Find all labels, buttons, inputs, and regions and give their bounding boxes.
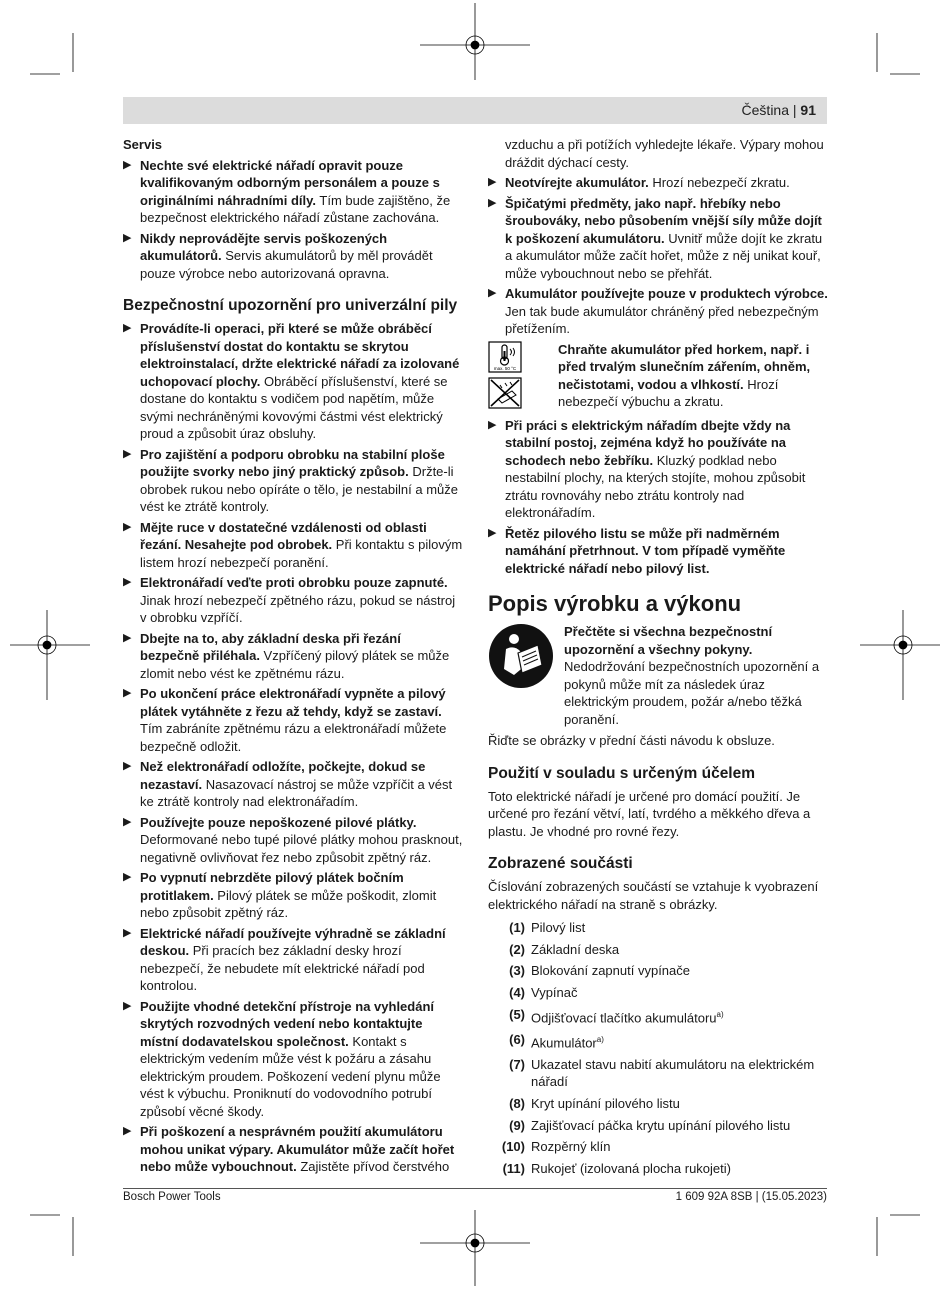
list-item: (6) Akumulátor$^{a)}$ — [509, 1031, 604, 1051]
no-water-icon — [488, 377, 522, 409]
bullet-triangle-icon: ▶ — [123, 926, 132, 939]
list-item: (8) Kryt upínání pilového listu — [509, 1095, 680, 1111]
intended-use-text: Toto elektrické nářadí je určené pro domácí použití. Je určené pro řezání větví, latí, tvrdého a měkkého dřeva a plastu. Je vhodné pro rovné řezy. — [488, 788, 811, 839]
list-item: ▶ Po vypnutí nebrzděte pilový plátek bočním protitlakem. Pilový plátek se může poškodit, zlomit nebo způsobit zpětný ráz. — [123, 870, 437, 920]
heat-warning: max. 50 °C Chraňte akumulátor před horkem, např. i před trvalým slunečním zářením, ohněm, nečistotami, vodou a vlhkostí. Hrozí nebezpečí výbuchu a zkratu. — [488, 341, 828, 411]
list-item: ▶ Nechte své elektrické nářadí opravit pouze kvalifikovaným odborným personálem a pouze s originálními náhradními díly. Tím bude zajištěno, že bezpečnost elektrického nářadí zůstane zachována. — [123, 157, 451, 225]
list-item: ▶ Provádíte-li operaci, při které se může obráběcí příslušenství dostat do kontaktu se skrytou elektroinstalací, držte elektrické nářadí za izolované uchopovací plochy. Obráběcí příslušenství, které se dostane do kontaktu s vodičem pod napětím, může svými nechráněnými kovovými částmi vést elektrický proud a způsobit úraz obsluhy. — [123, 321, 460, 441]
components-intro: Číslování zobrazených součástí se vztahuje k vyobrazení elektrického nářadí na straně s obrázky. — [488, 879, 819, 912]
components-list — [488, 919, 828, 1178]
components-title: Zobrazené součásti — [488, 855, 633, 872]
footer-doc-number: 1 609 92A 8SB | (15.05.2023) — [675, 1191, 827, 1203]
list-item: ▶ Používejte pouze nepoškozené pilové plátky. Deformované nebo tupé pilové plátky mohou prasknout, negativně ovlivňovat řez nebo způsobit zpětný ráz. — [123, 814, 463, 865]
list-item: ▶ Řetěz pilového listu se může při nadměrném namáhání přetrhnout. V tom případě vyměňte elektrické nářadí nebo pilový list. — [488, 525, 786, 576]
images-note: Řiďte se obrázky v přední části návodu k obsluze. — [488, 733, 775, 748]
list-item: ▶ Nikdy neprovádějte servis poškozených akumulátorů. Servis akumulátorů by měl provádět pouze výrobce nebo autorizovaná opravna. — [123, 230, 433, 281]
list-item: (3) Blokování zapnutí vypínače — [509, 963, 690, 979]
bullet-triangle-icon: ▶ — [123, 231, 132, 244]
footer-divider — [123, 1188, 827, 1189]
product-title: Popis výrobku a výkonu — [488, 591, 742, 616]
list-item: (1) Pilový list — [509, 920, 586, 935]
list-item: ▶ Pro zajištění a podporu obrobku na stabilní ploše použijte svorky nebo jiný praktický způsob. Držte-li obrobek rukou nebo opíráte o tělo, je nestabilní a může vést ke ztrátě kontroly. — [123, 446, 458, 514]
list-item: ▶ Než elektronářadí odložíte, počkejte, dokud se nezastaví. Nasazovací nástroj se může vzpříčit a vést ke ztrátě kontroly nad elektronářadím. — [123, 759, 453, 809]
left-column — [123, 136, 463, 1179]
bullet-triangle-icon: ▶ — [123, 447, 132, 460]
page-number: 91 — [800, 102, 816, 118]
bullet-triangle-icon: ▶ — [123, 1125, 132, 1137]
header-band — [123, 97, 827, 124]
list-item: ▶ Elektrické nářadí používejte výhradně se základní deskou. Při pracích bez základní desky hrozí nebezpečí, že nebudete mít elektrické nářadí pod kontrolou. — [123, 925, 446, 993]
bullet-triangle-icon: ▶ — [123, 322, 132, 334]
list-item: ▶ Mějte ruce v dostatečné vzdálenosti od oblasti řezání. Nesahejte pod obrobek. Při kontaktu s pilovým listem hrozí nebezpečí poranění. — [123, 519, 463, 570]
bullet-triangle-icon: ▶ — [123, 815, 132, 828]
footnote-mark: a) — [716, 1009, 724, 1019]
bullet-triangle-icon: ▶ — [488, 418, 497, 431]
max-temp-label: max. 50 °C — [493, 365, 517, 371]
continuation-text: vzduchu a při potížích vyhledejte lékaře. Výpary mohou dráždit dýchací cesty. — [505, 137, 824, 170]
list-item: ▶ Akumulátor používejte pouze v produktech výrobce. Jen tak bude akumulátor chráněný před nebezpečným přetížením. — [488, 286, 828, 336]
bullet-triangle-icon: ▶ — [488, 196, 497, 209]
safety-title: Bezpečnostní upozornění pro univerzální pily — [123, 297, 458, 314]
bullet-triangle-icon: ▶ — [123, 631, 132, 644]
header-language: Čeština — [741, 102, 789, 118]
list-item: (9) Zajišťovací páčka krytu upínání pilového listu — [509, 1117, 791, 1133]
bullet-triangle-icon: ▶ — [488, 287, 497, 299]
servis-title: Servis — [123, 137, 163, 152]
list-item: (10) Rozpěrný klín — [501, 1139, 611, 1155]
bullet-triangle-icon: ▶ — [123, 576, 132, 588]
bullet-triangle-icon: ▶ — [123, 999, 132, 1012]
list-item: ▶ Dbejte na to, aby základní deska při řezání bezpečně přiléhala. Vzpříčený pilový plátek se může zlomit nebo vést ke zpětnému rázu. — [123, 630, 450, 681]
bullet-triangle-icon: ▶ — [488, 526, 497, 539]
bullet-triangle-icon: ▶ — [123, 520, 132, 533]
list-item: ▶ Neotvírejte akumulátor. Hrozí nebezpečí zkratu. — [488, 175, 790, 190]
thermometer-icon — [488, 341, 522, 373]
bullet-triangle-icon: ▶ — [123, 871, 132, 883]
list-item: (7) Ukazatel stavu nabití akumulátoru na elektrickém nářadí — [509, 1056, 815, 1090]
list-item: (2) Základní deska — [509, 941, 620, 957]
list-item: (5) Odjišťovací tlačítko akumulátoru$^{a)}$ — [509, 1006, 724, 1026]
list-item: (11) Rukojeť (izolovaná plocha rukojeti) — [502, 1161, 731, 1177]
list-item: ▶ Špičatými předměty, jako např. hřebíky nebo šroubováky, nebo působením vnější síly může dojít k poškození akumulátoru. Uvnitř může dojít ke zkratu a akumulátor může začít hořet, může z něj unikat kouř, může vybouchnout nebo se přehřát. — [488, 195, 823, 281]
bullet-triangle-icon: ▶ — [123, 158, 132, 171]
read-instructions-warning: Přečtěte si všechna bezpečnostní upozornění a všechny pokyny. Nedodržování bezpečnostních upozornění a pokynů může mít za následek úraz elektrickým proudem, požár a/nebo těžká poranění. — [488, 623, 828, 728]
list-item: ▶ Při poškození a nesprávném použití akumulátoru mohou unikat výpary. Akumulátor může začít hořet nebo může vybouchnout. Zajistěte přívod čerstvého — [123, 1124, 455, 1174]
bullet-triangle-icon: ▶ — [123, 687, 132, 699]
footer-brand: Bosch Power Tools — [123, 1191, 221, 1203]
intended-use-title: Použití v souladu s určeným účelem — [488, 764, 756, 782]
list-item: ▶ Při práci s elektrickým nářadím dbejte vždy na stabilní postoj, zejména když ho používáte na schodech nebo žebříku. Kluzký podklad nebo nestabilní plochy, na kterých stojíte, mohou způsobit ztrátu rovnováhy nebo ztrátu kontroly nad elektronářadím. — [488, 417, 806, 520]
right-column — [488, 136, 828, 1182]
bullet-triangle-icon: ▶ — [488, 176, 497, 188]
read-manual-icon — [488, 623, 554, 689]
list-item: ▶ Použijte vhodné detekční přístroje na vyhledání skrytých rozvodných vedení nebo kontaktujte místní dodavatelskou společnost. Kontakt s elektrickým vedením může vést k požáru a zásahu elektrickým proudem. Poškození vedení plynu může vést k výbuchu. Proniknutí do vodovodního potrubí způsobí věcné škody. — [123, 998, 441, 1119]
bullet-triangle-icon: ▶ — [123, 760, 132, 772]
list-item: (4) Vypínač — [509, 985, 578, 1001]
list-item: ▶ Po ukončení práce elektronářadí vypněte a pilový plátek vytáhněte z řezu až tehdy, když se zastaví. Tím zabráníte zpětnému rázu a elektronářadí můžete bezpečně odložit. — [123, 686, 447, 754]
footnote-mark: a) — [596, 1034, 604, 1044]
list-item: ▶ Elektronářadí veďte proti obrobku pouze zapnuté. Jinak hrozí nebezpečí zpětného rázu, pokud se nástroj v obrobku vzpříčí. — [123, 575, 456, 625]
header-separator: | — [792, 102, 797, 118]
page-header — [742, 102, 816, 118]
